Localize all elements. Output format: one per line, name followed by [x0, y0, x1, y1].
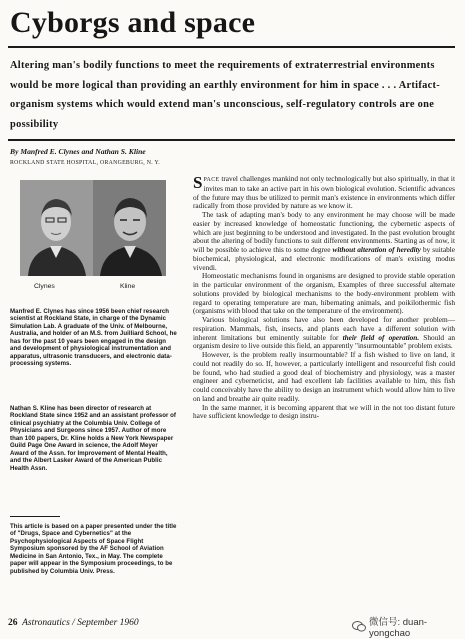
body-paragraph	[193, 175, 455, 211]
body-text: Various biological solutions have also been developed for another problem—respiration. Mammals, fish, insects, and plants each have a different solution with inherent limitations but eminently suitable for	[193, 315, 455, 342]
body-paragraph	[193, 211, 455, 272]
body-text: travel challenges mankind not only technologically but also spiritually, in that it invites man to take an active part in his own biological evolution. Scientific advances of the future may thus be utilized to permit man's existence in environments which differ radically from those provided by nature as we know it.	[193, 174, 455, 211]
author-photos	[20, 180, 166, 276]
caption-kline: Kline	[120, 283, 136, 290]
page-footer	[8, 617, 139, 629]
page-number: 26	[8, 618, 18, 628]
caption-clynes: Clynes	[34, 283, 55, 290]
body-paragraph: Homeostatic mechanisms found in organisms are designed to provide stable operation in the particular environment of the organism, Examples of three successful alternate solutions provided by biological mechanisms to the body-environment problem with regard to operating temperature are man, hibernating animals, and poikilothermic fish (organisms with blood that take on the temperature of the environment).	[193, 271, 455, 316]
footer-separator: /	[72, 618, 78, 628]
lead-smallcaps: PACE	[203, 177, 220, 183]
wechat-watermark	[352, 614, 465, 639]
author-portraits-image	[20, 180, 166, 276]
article-title: Cyborgs and space	[10, 6, 256, 39]
note-rule	[10, 516, 60, 517]
article-body	[193, 175, 455, 421]
emphasis-text: without alteration of heredity	[332, 245, 421, 254]
body-text: Should an organism desire to live outside this field, an apparently "insurmountable" problem exists.	[193, 332, 455, 351]
body-text: The task of adapting man's body to any environment he may choose will be made easier by increased knowledge of homeostatic functioning, the cybernetic aspects of which are just beginning to be understood and investigated. In the past evolution brought about the altering of bodily functions to suit different environments. Starting as of now, it will be possible to achieve this to some degree	[193, 210, 455, 254]
deck-rule	[8, 139, 455, 141]
bio-clynes: Manfred E. Clynes has since 1956 been chief research scientist at Rockland State, in charge of the Dynamic Simulation Lab. A graduate of the Univ. of Melbourne, Australia, and holder of an M.S. from Juilliard School, he has for the past 10 years been engaged in the design and development of physiological instrumentation and apparatus, ultrasonic transducers, and electronic data-processing systems.	[10, 308, 177, 368]
body-text: by suitable biochemical, physiological, and electronic modifications of man's existing modus vivendi.	[193, 245, 456, 272]
body-paragraph	[193, 316, 455, 351]
body-paragraph: However, is the problem really insurmountable? If a fish wished to live on land, it could not readily do so. If, however, a particularly intelligent and resourceful fish could be found, who had studied a good deal of biochemistry and physiology, was a master engineer and cyberneticist, and had excellent lab facilities available to him, this fish could conceivably have the ability to design an instrument which would allow him to live on land and breathe air quite readily.	[193, 350, 455, 403]
journal-name: Astronautics	[22, 618, 70, 628]
article-note: This article is based on a paper presented under the title of "Drugs, Space and Cybernetics" at the Psychophysiological Aspects of Space Flight Symposium sponsored by the AF School of Aviation Medicine in San Antonio, Tex., in May. The complete paper will appear in the Symposium proceedings, to be published by Columbia Univ. Press.	[10, 523, 177, 575]
watermark-text: 微信号: duan-yongchao	[369, 617, 428, 639]
byline: By Manfred E. Clynes and Nathan S. Kline	[10, 147, 146, 156]
bio-kline: Nathan S. Kline has been director of research at Rockland State since 1952 and an assistant professor of clinical psychiatry at the Columbia Univ. College of Physicians and Surgeons since 1957. Author of more than 100 papers, Dr. Kline holds a New York Newspaper Guild Page One Award in science, the Adolf Meyer Award of the Assn. for Improvement of Mental Health, and the Albert Lasker Award of the American Public Health Assn.	[10, 405, 176, 472]
issue-date: September 1960	[77, 618, 139, 628]
article-deck: Altering man's bodily functions to meet the requirements of extraterrestrial environments would be more logical than providing an earthly environment for him in space . . . Artifact-organism systems which would extend man's unconscious, self-regulatory controls are one possibility	[10, 60, 441, 130]
wechat-icon	[352, 621, 366, 632]
emphasis-text: their field of operation.	[342, 332, 420, 342]
title-rule	[8, 46, 455, 48]
drop-cap: S	[193, 173, 203, 192]
affiliation: ROCKLAND STATE HOSPITAL, ORANGEBURG, N. Y.	[10, 160, 160, 166]
body-paragraph: In the same manner, it is becoming apparent that we will in the not too distant future have sufficient knowledge to design instru-	[193, 402, 455, 421]
